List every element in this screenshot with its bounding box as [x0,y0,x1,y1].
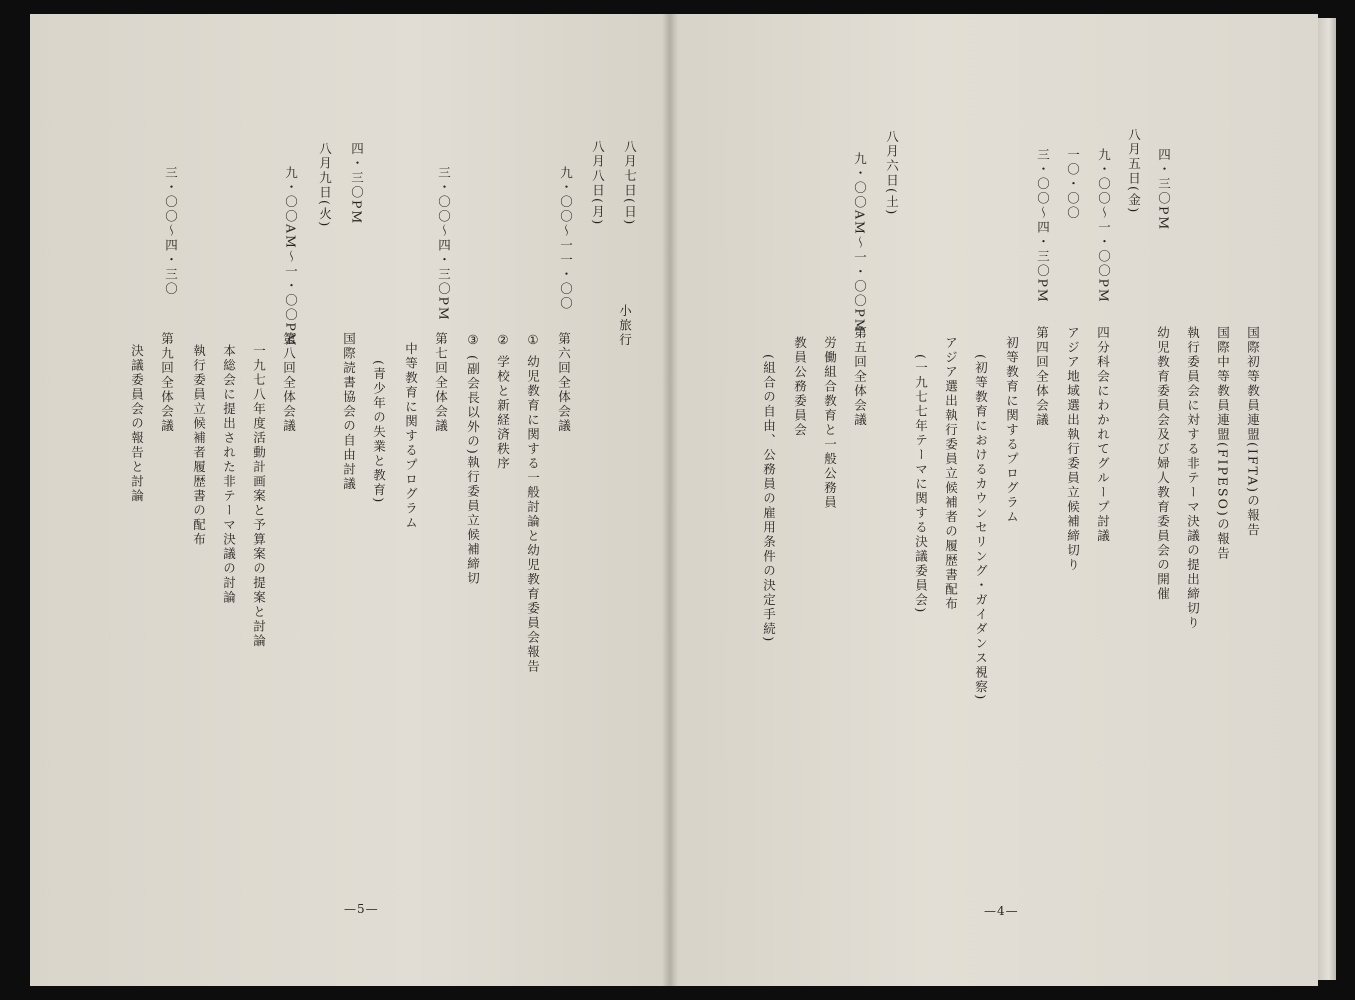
agenda-note: (青少年の失業と教育) [371,360,387,505]
date-aug-5: 八月五日(金) [1126,128,1142,215]
agenda-item: アジア地域選出執行委員立候補締切り [1065,326,1081,573]
time-slot: 四・三〇PM [349,142,365,226]
book-gutter [662,14,678,986]
agenda-item: ③ (副会長以外の)執行委員立候補締切 [465,332,481,587]
time-slot: 九・〇〇〜一・〇〇PM [1096,148,1112,304]
agenda-note: (一九七七年テーマに関する決議委員会) [913,354,929,615]
agenda-item: 教員公務委員会 [792,336,808,438]
time-slot: 三・〇〇〜四・三〇PM [436,166,452,322]
time-slot: 三・〇〇〜四・三〇PM [1035,148,1051,304]
right-page [670,14,1318,986]
time-slot: 九・〇〇AM〜一・〇〇PM [852,152,868,334]
agenda-item: 国際読書協会の自由討議 [341,332,357,492]
agenda-item: ② 学校と新経済秩序 [495,332,511,471]
agenda-item: 四分科会にわかれてグループ討議 [1095,326,1111,544]
date-aug-9: 八月九日(火) [317,142,333,229]
time-slot: 九・〇〇〜一一・〇〇 [558,166,574,311]
agenda-note: (組合の自由、公務員の雇用条件の決定手続) [761,354,777,644]
page-edge [1318,18,1336,980]
agenda-note: (初等教育におけるカウンセリング・ガイダンス視察) [973,354,989,702]
agenda-item: 中等教育に関するプログラム [403,342,419,531]
agenda-item: 労働組合教育と一般公務員 [822,336,838,510]
plenary-5-heading: 第五回全体会議 [852,326,868,428]
agenda-item: 執行委員立候補者履歴書の配布 [191,344,207,547]
plenary-9-heading: 第九回全体会議 [159,332,175,434]
plenary-6-heading: 第六回全体会議 [556,332,572,434]
agenda-item: 初等教育に関するプログラム [1004,336,1020,525]
date-aug-8: 八月八日(月) [590,140,606,227]
plenary-7-heading: 第七回全体会議 [433,332,449,434]
plenary-8-heading: 第八回全体会議 [281,332,297,434]
agenda-item: 国際中等教員連盟(FIPESO)の報告 [1215,326,1231,562]
agenda-item: ① 幼児教育に関する一般討論と幼児教育委員会報告 [525,332,541,674]
left-page [30,14,670,986]
time-slot: 九・〇〇AM〜一・〇〇PM [283,166,299,348]
agenda-item: 国際初等教員連盟(IFTA)の報告 [1245,326,1261,538]
agenda-item: 執行委員会に対する非テーマ決議の提出締切り [1185,326,1201,631]
time-slot: 三・〇〇〜四・三〇 [163,166,179,297]
plenary-4-heading: 第四回全体会議 [1034,326,1050,428]
agenda-item: 本総会に提出された非テーマ決議の討論 [221,344,237,605]
time-slot: 一〇・〇〇 [1065,148,1081,221]
agenda-item: 幼児教育委員会及び婦人教育委員会の開催 [1155,326,1171,602]
page-number: —5— [344,902,379,916]
page-number: —4— [984,904,1019,918]
date-aug-7: 八月七日(日) [622,140,638,227]
agenda-item: アジア選出執行委員立候補者の履歴書配布 [943,336,959,612]
agenda-item: 一九七八年度活動計画案と予算案の提案と討論 [251,344,267,649]
agenda-item: 決議委員会の報告と討論 [129,344,145,504]
time-slot: 四・三〇PM [1156,148,1172,232]
item-small-trip: 小旅行 [617,304,633,348]
date-aug-6: 八月六日(土) [884,130,900,217]
